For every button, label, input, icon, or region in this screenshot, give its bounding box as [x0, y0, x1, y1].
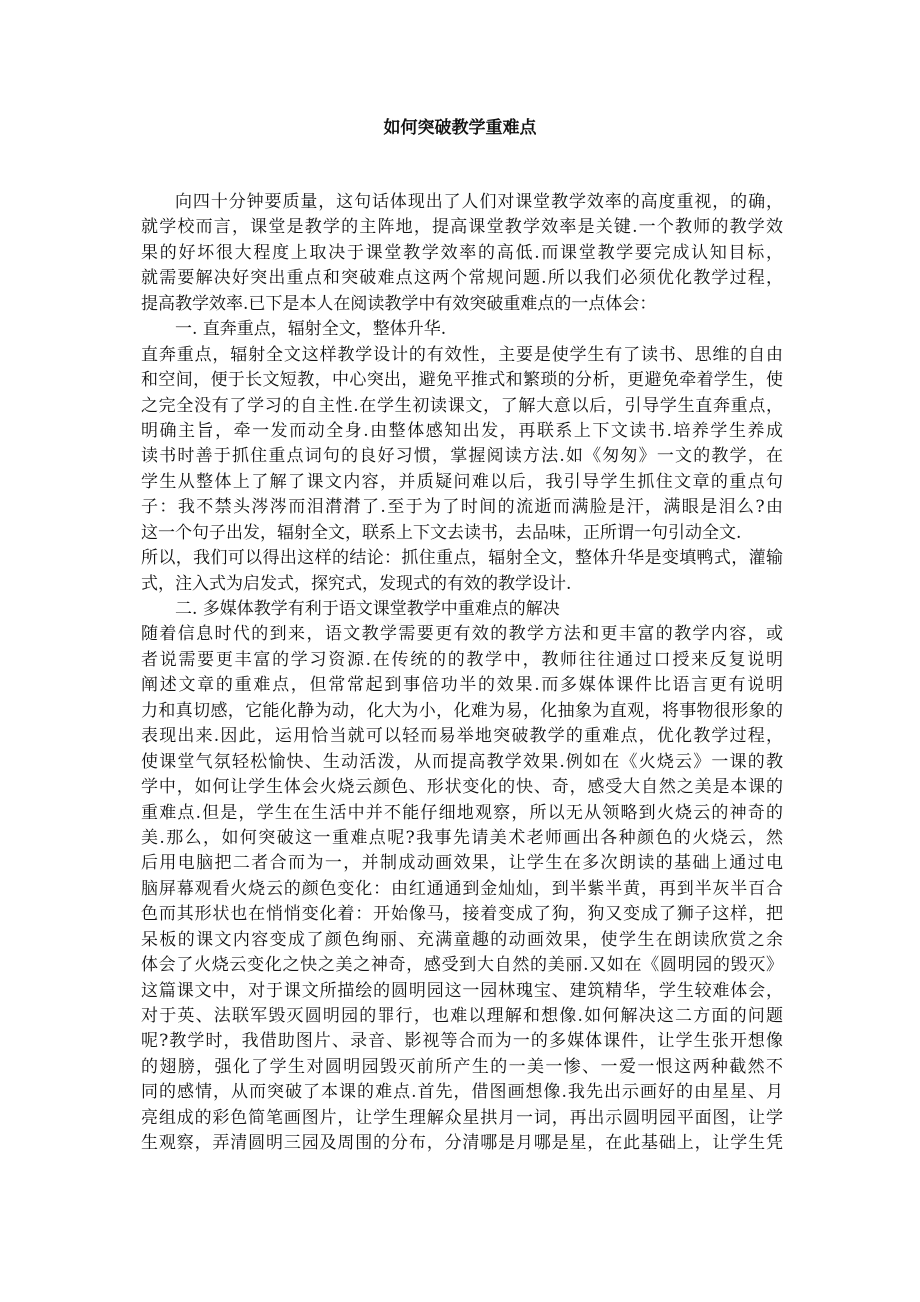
- paragraph-line: 生观察，弄清圆明三园及周围的分布，分清哪是月哪是星，在此基础上，让学生凭: [141, 1133, 783, 1154]
- paragraph-line: 学中，如何让学生体会火烧云颜色、形状变化的快、奇，感受大自然之美是本课的: [141, 777, 783, 798]
- paragraph-line: 直奔重点，辐射全文这样教学设计的有效性，主要是使学生有了读书、思维的自由: [141, 344, 783, 365]
- paragraph-line: 子：我不禁头涔涔而泪潸潸了.至于为了时间的流逝而满脸是汗，满眼是泪么?由: [141, 497, 783, 518]
- paragraph-line: 体会了火烧云变化之快之美之神奇，感受到大自然的美丽.又如在《圆明园的毁灭》: [141, 955, 783, 976]
- paragraph-line: 对于英、法联军毁灭圆明园的罪行，也难以理解和想像.如何解决这二方面的问题: [141, 1006, 783, 1026]
- paragraph-line: 果的好坏很大程度上取决于课堂教学效率的高低.而课堂教学要完成认知目标，: [141, 242, 783, 263]
- paragraph-line: 就需要解决好突出重点和突破难点这两个常规问题.所以我们必须优化教学过程，: [141, 268, 783, 289]
- paragraph-line: 就学校而言，课堂是教学的主阵地，提高课堂教学效率是关键.一个教师的教学效: [141, 217, 783, 238]
- paragraph-line: 色而其形状也在悄悄变化着：开始像马，接着变成了狗，狗又变成了狮子这样，把: [141, 904, 783, 925]
- paragraph-line: 学生从整体上了解了课文内容，并质疑问难以后，我引导学生抓住文章的重点句: [141, 471, 783, 492]
- paragraph-line: 向四十分钟要质量，这句话体现出了人们对课堂教学效率的高度重视，的确，: [175, 192, 783, 212]
- paragraph-line: 呆板的课文内容变成了颜色绚丽、充满童趣的动画效果，使学生在朗读欣赏之余: [141, 929, 783, 950]
- paragraph-line: 读书时善于抓住重点词句的良好习惯，掌握阅读方法.如《匆匆》一文的教学，在: [141, 446, 783, 467]
- paragraph-line: 明确主旨，牵一发而动全身.由整体感知出发，再联系上下文读书.培养学生养成: [141, 420, 783, 441]
- paragraph-line: 和空间，便于长文短教，中心突出，避免平推式和繁琐的分析，更避免牵着学生，使: [141, 370, 783, 391]
- paragraph-line: 后用电脑把二者合而为一，并制成动画效果，让学生在多次朗读的基础上通过电: [141, 853, 783, 874]
- paragraph-line: 之完全没有了学习的自主性.在学生初读课文，了解大意以后，引导学生直奔重点，: [141, 395, 783, 416]
- document-body: [141, 190, 783, 1157]
- paragraph-line: 重难点.但是，学生在生活中并不能仔细地观察，所以无从领略到火烧云的神奇的: [141, 802, 783, 823]
- paragraph-line: 这篇课文中，对于课文所描绘的圆明园这一园林瑰宝、建筑精华，学生较难体会，: [141, 980, 783, 1001]
- paragraph-line: 式，注入式为启发式，探究式，发现式的有效的教学设计.: [141, 573, 572, 594]
- paragraph-line: 表现出来.因此，运用恰当就可以轻而易举地突破教学的重难点，优化教学过程，: [141, 726, 783, 747]
- section-heading-1: 一. 直奔重点，辐射全文，整体升华.: [175, 319, 447, 340]
- paragraph-line: 的翅膀，强化了学生对圆明园毁灭前所产生的一美一惨、一爱一恨这两种截然不: [141, 1056, 783, 1077]
- paragraph-line: 呢?教学时，我借助图片、录音、影视等合而为一的多媒体课件，让学生张开想像: [141, 1031, 783, 1052]
- paragraph-line: 亮组成的彩色简笔画图片，让学生理解众星拱月一词，再出示圆明园平面图，让学: [141, 1107, 783, 1128]
- paragraph-line: 所以，我们可以得出这样的结论：抓住重点，辐射全文，整体升华是变填鸭式，灌输: [141, 548, 783, 569]
- section-heading-2: 二. 多媒体教学有利于语文课堂教学中重难点的解决: [175, 599, 560, 619]
- paragraph-line: 提高教学效率.已下是本人在阅读教学中有效突破重难点的一点体会：: [141, 293, 657, 314]
- paragraph-line: 阐述文章的重难点，但常常起到事倍功半的效果.而多媒体课件比语言更有说明: [141, 675, 783, 696]
- paragraph-line: 美.那么，如何突破这一重难点呢?我事先请美术老师画出各种颜色的火烧云，然: [141, 827, 783, 848]
- paragraph-line: 者说需要更丰富的学习资源.在传统的的教学中，教师往往通过口授来反复说明: [141, 649, 783, 670]
- paragraph-line: 力和真切感，它能化静为动，化大为小，化难为易，化抽象为直观，将事物很形象的: [141, 700, 783, 721]
- paragraph-line: 脑屏幕观看火烧云的颜色变化：由红通通到金灿灿，到半紫半黄，再到半灰半百合: [141, 878, 783, 899]
- document-title: 如何突破教学重难点: [383, 118, 537, 138]
- paragraph-line: 同的感情，从而突破了本课的难点.首先，借图画想像.我先出示画好的由星星、月: [141, 1082, 783, 1103]
- paragraph-line: 这一个句子出发，辐射全文，联系上下文去读书，去品味，正所谓一句引动全文.: [141, 522, 742, 543]
- paragraph-line: 随着信息时代的到来，语文教学需要更有效的教学方法和更丰富的教学内容，或: [141, 624, 783, 645]
- paragraph-line: 使课堂气氛轻松愉快、生动活泼，从而提高教学效果.例如在《火烧云》一课的教: [141, 751, 783, 772]
